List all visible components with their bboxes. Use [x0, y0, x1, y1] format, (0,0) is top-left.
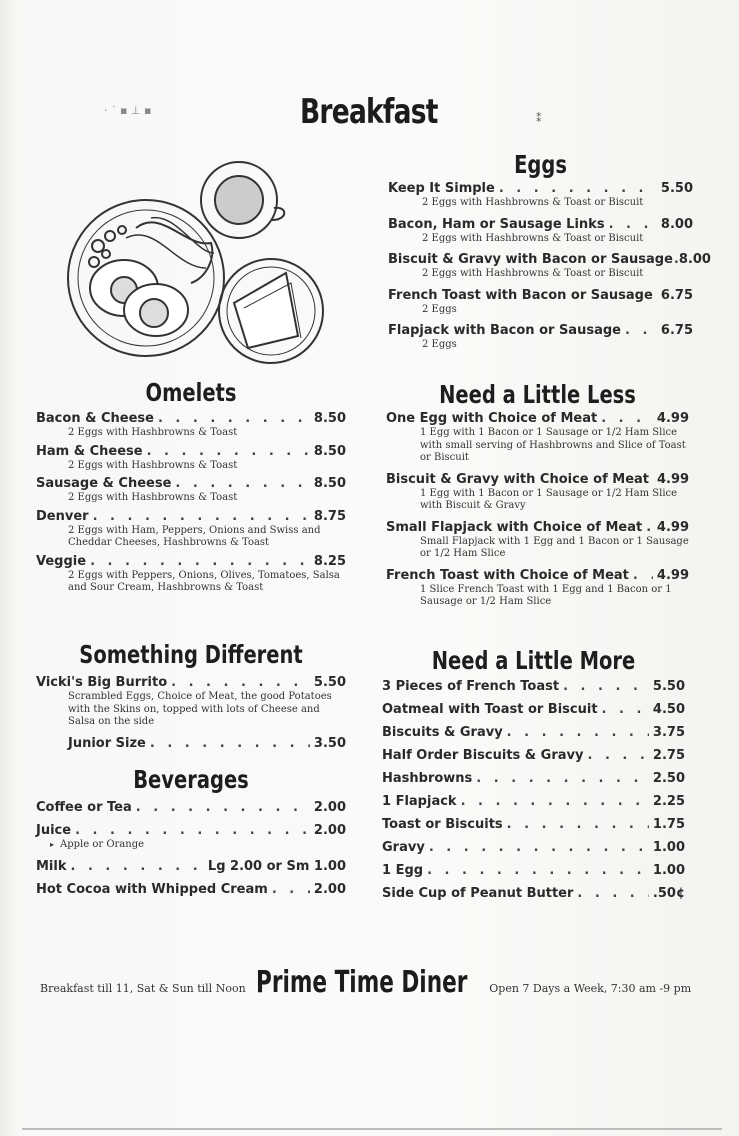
leader-dots [429, 839, 649, 856]
item-price: 4.50 [652, 702, 685, 717]
item-description: 2 Eggs with Hashbrowns & Toast [68, 427, 238, 438]
item-price: 2.00 [313, 823, 346, 838]
omelets-section [36, 378, 346, 595]
item-name: Biscuit & Gravy with Bacon or Sausage [388, 252, 673, 267]
item-price: Lg 2.00 or Sm 1.00 [207, 858, 346, 874]
item-price: 5.50 [313, 675, 346, 690]
menu-item [382, 678, 685, 695]
item-description: Small Flapjack with 1 Egg and 1 Bacon or 1 Sausage or 1/2 Ham Slice [420, 535, 689, 559]
item-description: Scrambled Eggs, Choice of Meat, the good Potatoes with the Skins on, topped with lots of Cheese and Salsa on the side [68, 691, 332, 727]
leader-dots [175, 475, 310, 492]
item-name: 3 Pieces of French Toast [382, 679, 560, 694]
item-name: Flapjack with Bacon or Sausage [388, 323, 621, 338]
menu-item [36, 674, 346, 729]
page-edge-line [22, 1128, 722, 1130]
need-a-little-more-heading: Need a Little More [431, 646, 636, 675]
item-name: Side Cup of Peanut Butter [382, 886, 574, 901]
item-price: 2.75 [652, 748, 685, 763]
item-description: 2 Eggs with Ham, Peppers, Onions and Swiss and Cheddar Cheeses, Hashbrowns & Toast [68, 524, 321, 548]
menu-item [36, 475, 346, 505]
item-name: 1 Egg [382, 863, 424, 878]
item-price: 4.99 [656, 411, 689, 426]
leader-dots [93, 508, 310, 525]
menu-item [36, 553, 346, 595]
leader-dots [158, 410, 310, 427]
menu-item [386, 567, 689, 609]
menu-item [382, 701, 685, 718]
menu-item [388, 251, 711, 281]
item-description: 2 Eggs with Hashbrowns & Toast or Biscuit [422, 232, 644, 244]
need-a-little-less-section [386, 380, 689, 609]
leader-dots [602, 701, 649, 718]
menu-item [36, 443, 346, 473]
item-description: 1 Slice French Toast with 1 Egg and 1 Bacon or 1 Sausage or 1/2 Ham Slice [420, 583, 672, 607]
menu-item [36, 881, 346, 898]
item-price: 3.75 [652, 725, 685, 740]
item-name: 1 Flapjack [382, 794, 457, 809]
item-price: 2.25 [652, 794, 685, 809]
menu-item [382, 862, 685, 879]
item-name: Toast or Biscuits [382, 817, 503, 832]
item-price: 1.00 [652, 863, 685, 878]
leader-dots [674, 251, 678, 268]
leader-dots [507, 724, 649, 741]
menu-item [388, 322, 693, 352]
menu-item [386, 471, 689, 513]
item-name: Biscuits & Gravy [382, 725, 503, 740]
item-name: Sausage & Cheese [36, 476, 172, 491]
leader-dots [90, 553, 310, 570]
item-name: Keep It Simple [388, 181, 495, 196]
beverages-heading: Beverages [133, 765, 249, 794]
item-price: 5.50 [660, 181, 693, 196]
item-price: 8.25 [313, 553, 346, 569]
menu-item [36, 508, 346, 550]
something-different-section [36, 640, 346, 752]
page-title: Breakfast [300, 92, 438, 132]
item-price: 4.99 [656, 519, 689, 535]
menu-item [388, 287, 693, 317]
item-price: 8.00 [660, 216, 693, 232]
need-a-little-less-heading: Need a Little Less [439, 380, 636, 409]
footer-breakfast-hours: Breakfast till 11, Sat & Sun till Noon [40, 982, 246, 995]
item-name: Milk [36, 858, 67, 874]
item-name: Gravy [382, 840, 425, 855]
leader-dots [601, 410, 653, 427]
menu-item [36, 858, 346, 875]
leader-dots [507, 816, 649, 833]
leader-dots [476, 770, 649, 787]
item-name: Juice [36, 823, 72, 838]
item-name: Hot Cocoa with Whipped Cream [36, 881, 268, 897]
menu-item [36, 822, 346, 852]
item-name: French Toast with Choice of Meat [386, 567, 629, 583]
menu-item [388, 180, 693, 210]
menu-item [386, 410, 689, 465]
diner-name: Prime Time Diner [255, 965, 468, 1000]
item-price: 8.50 [313, 443, 346, 459]
menu-item [386, 519, 689, 561]
menu-item [382, 885, 685, 902]
item-price: 4.99 [656, 567, 689, 583]
menu-item [382, 839, 685, 856]
menu-item [382, 724, 685, 741]
item-name: Vicki's Big Burrito [36, 675, 168, 690]
item-price: 1.75 [652, 817, 685, 832]
leader-dots [150, 735, 310, 752]
item-name: One Egg with Choice of Meat [386, 411, 598, 426]
need-a-little-more-section [382, 646, 685, 902]
item-price: 8.00 [678, 252, 711, 267]
item-name: Bacon, Ham or Sausage Links [388, 216, 605, 232]
menu-item [382, 747, 685, 764]
leader-dots [171, 674, 310, 691]
item-price: 6.75 [660, 287, 693, 303]
bullet-mark: ▸ [50, 840, 55, 849]
item-price: .50¢ [652, 886, 685, 901]
faint-mark-right: ⁑ [536, 112, 542, 125]
leader-dots [577, 885, 649, 902]
item-price: 3.50 [313, 735, 346, 751]
item-name: Bacon & Cheese [36, 411, 154, 426]
leader-dots [427, 862, 649, 879]
leader-dots [272, 881, 310, 898]
item-price: 4.99 [657, 471, 690, 487]
eggs-heading: Eggs [514, 150, 567, 179]
item-description [50, 839, 346, 852]
breakfast-plate-illustration [66, 158, 328, 368]
leader-dots [71, 858, 204, 875]
item-description: 2 Eggs [422, 303, 457, 315]
item-name: Biscuit & Gravy with Choice of Meat [386, 471, 649, 487]
item-description: 2 Eggs [422, 339, 457, 350]
item-price: 8.50 [313, 476, 346, 491]
item-price: 2.50 [652, 771, 685, 786]
menu-item [36, 799, 346, 816]
menu-item [388, 216, 693, 246]
item-price: 8.50 [313, 411, 346, 426]
leader-dots [499, 180, 657, 197]
item-name: Coffee or Tea [36, 800, 132, 815]
eggs-section [388, 150, 711, 352]
leader-dots [587, 747, 648, 764]
menu-item [36, 410, 346, 440]
leader-dots [563, 678, 649, 695]
leader-dots [633, 567, 653, 584]
leader-dots [136, 799, 310, 816]
item-description: 2 Eggs with Hashbrowns & Toast or Biscuit [422, 268, 644, 279]
footer-open-hours: Open 7 Days a Week, 7:30 am -9 pm [489, 982, 692, 995]
menu-item [68, 735, 346, 752]
something-different-heading: Something Different [79, 640, 303, 669]
item-description: 1 Egg with 1 Bacon or 1 Sausage or 1/2 Ham Slice with small serving of Hashbrowns and Slice of Toast or Biscuit [420, 427, 686, 463]
menu-item [382, 816, 685, 833]
item-price: 1.00 [652, 840, 685, 855]
menu-item [382, 770, 685, 787]
beverages-section [36, 765, 346, 898]
menu-item [382, 793, 685, 810]
leader-dots [147, 443, 310, 460]
item-description: 2 Eggs with Hashbrowns & Toast [68, 459, 238, 471]
item-name: Hashbrowns [382, 771, 473, 786]
item-description: 1 Egg with 1 Bacon or 1 Sausage or 1/2 Ham Slice with Biscuit & Gravy [420, 487, 678, 511]
item-name: Small Flapjack with Choice of Meat [386, 519, 643, 535]
item-price: 2.00 [313, 800, 346, 815]
item-name: Half Order Biscuits & Gravy [382, 748, 584, 763]
item-name: Veggie [36, 553, 87, 569]
item-price: 6.75 [660, 323, 693, 338]
leader-dots [609, 216, 657, 233]
juice-options: Apple or Orange [60, 839, 145, 850]
item-description: 2 Eggs with Hashbrowns & Toast [68, 492, 238, 503]
item-description: 2 Eggs with Peppers, Onions, Olives, Tomatoes, Salsa and Sour Cream, Hashbrowns & Toast [68, 569, 340, 593]
item-description: 2 Eggs with Hashbrowns & Toast or Biscuit [422, 197, 644, 208]
item-price: 2.00 [313, 881, 346, 897]
item-name: Oatmeal with Toast or Biscuit [382, 702, 598, 717]
leader-dots [75, 822, 310, 839]
item-name: French Toast with Bacon or Sausage [388, 287, 653, 303]
omelets-heading: Omelets [145, 378, 237, 407]
faint-marks: · ˙ ▪ ⊥ ▪ [104, 104, 152, 117]
item-name: Junior Size [68, 735, 146, 751]
item-price: 5.50 [652, 679, 685, 694]
item-name: Denver [36, 508, 89, 524]
leader-dots [625, 322, 657, 339]
footer [40, 965, 700, 1000]
leader-dots [646, 519, 653, 536]
item-price: 8.75 [313, 508, 346, 524]
leader-dots [461, 793, 649, 810]
item-name: Ham & Cheese [36, 443, 143, 459]
